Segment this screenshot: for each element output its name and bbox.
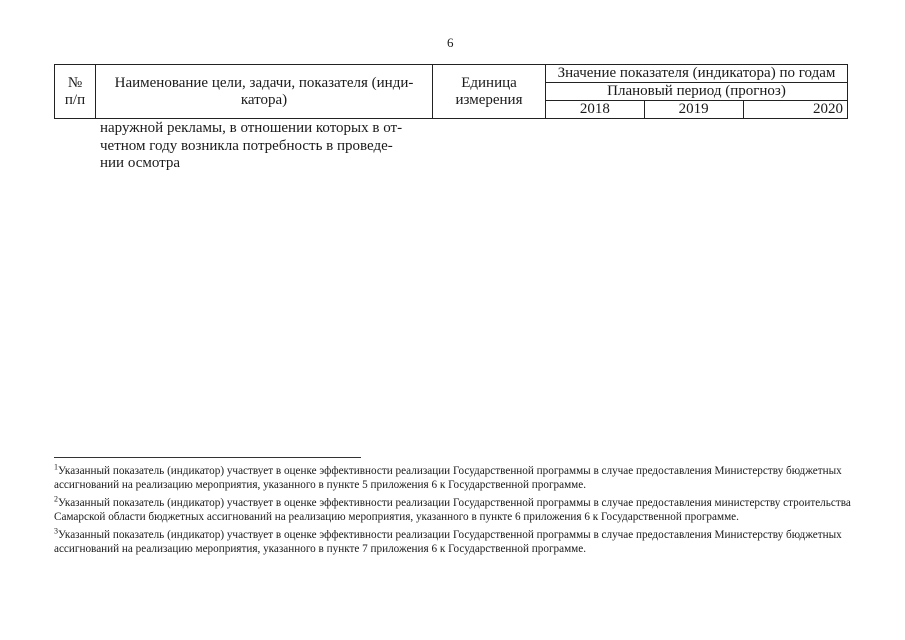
footnote-marker: 1 xyxy=(54,462,58,472)
footnote-text: Указанный показатель (индикатор) участвует в оценке эффективности реализации Государственной программы в случае предоставления Министерству бюджетных ассигнований на реализацию мероприятия, указанного в пункте 5 приложения 6 к Государственной программе. xyxy=(54,465,842,492)
column-header-year-2018: 2018 xyxy=(546,101,645,119)
column-header-year-2019: 2019 xyxy=(644,101,743,119)
footnotes xyxy=(54,464,854,559)
column-header-number-line2: п/п xyxy=(64,91,86,108)
footnote-1 xyxy=(54,464,854,493)
footnote-2 xyxy=(54,496,854,525)
column-header-number xyxy=(55,65,96,119)
indicator-table-header xyxy=(54,64,848,119)
column-header-name-line2: катора) xyxy=(240,91,288,108)
footnote-marker: 2 xyxy=(54,494,58,504)
column-header-unit-line1: Единица xyxy=(461,74,517,91)
column-header-values-title: Значение показателя (индикатора) по годам xyxy=(546,65,848,83)
footnote-text: Указанный показатель (индикатор) участвует в оценке эффективности реализации Государственной программы в случае предоставления Министерству бюджетных ассигнований на реализацию мероприятия, указанного в пункте 7 приложения 6 к Государственной программе. xyxy=(54,528,842,556)
column-header-name-line1: Наименование цели, задачи, показателя (инди- xyxy=(114,74,414,91)
continuation-line: наружной рекламы, в отношении которых в от- xyxy=(100,120,403,136)
continuation-line: нии осмотра xyxy=(100,155,181,171)
continuation-line: четном году возникла потребность в проведе- xyxy=(100,137,393,154)
column-header-unit xyxy=(433,65,546,119)
footnote-separator xyxy=(54,457,361,458)
column-header-year-2020: 2020 xyxy=(743,101,847,119)
column-header-unit-line2: измерения xyxy=(455,91,523,108)
column-header-planned-period: Плановый период (прогноз) xyxy=(546,83,848,101)
page-number: 6 xyxy=(447,35,454,50)
footnote-text: Указанный показатель (индикатор) участвует в оценке эффективности реализации Государственной программы в случае предоставления министерству строительства Самарской области бюджетных ассигнований на реализацию мероприятия, указанного в пункте 6 приложения 6 к Государственной программе. xyxy=(54,496,851,524)
column-header-number-line1: № xyxy=(67,74,83,91)
footnote-marker: 3 xyxy=(54,525,58,535)
indicator-name-continuation xyxy=(100,120,418,173)
footnote-3 xyxy=(54,525,854,557)
column-header-name xyxy=(96,65,433,119)
